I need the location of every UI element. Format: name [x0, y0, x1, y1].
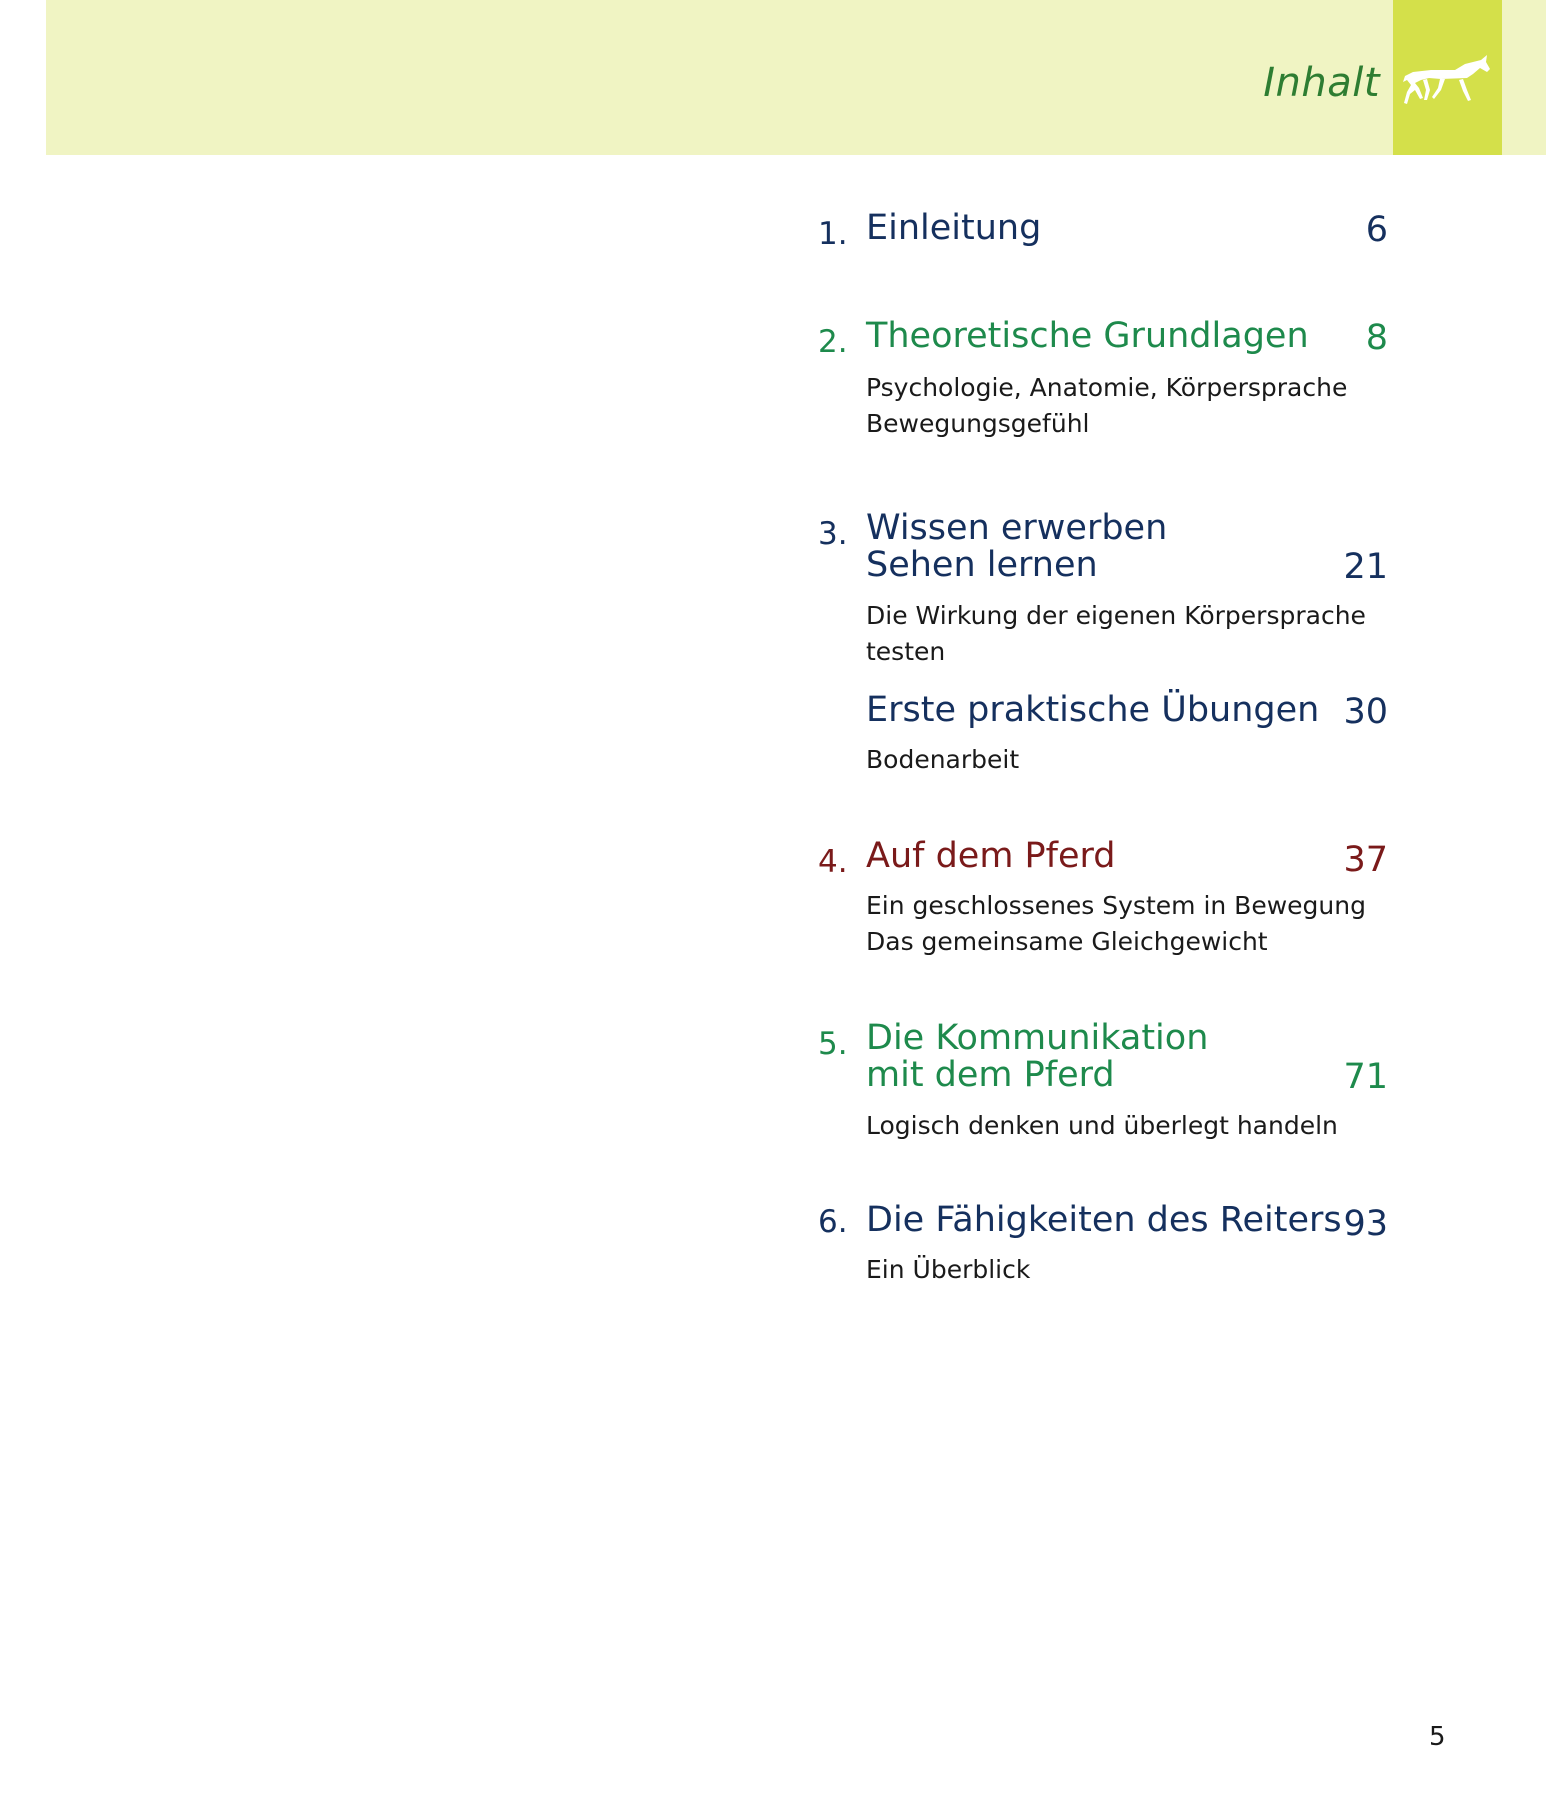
toc-number: 3. — [818, 516, 848, 552]
toc-page: 8 — [1365, 318, 1388, 358]
page-number: 5 — [1429, 1722, 1446, 1752]
toc-number: 6. — [818, 1204, 848, 1240]
horse-icon — [1401, 52, 1491, 108]
toc-subtitle: Die Wirkung der eigenen Körpersprache testen — [866, 601, 1366, 666]
toc-page: 93 — [1343, 1204, 1388, 1244]
page-title: Inhalt — [1263, 60, 1380, 106]
toc-number: 5. — [818, 1026, 848, 1062]
toc-page: 37 — [1343, 840, 1388, 880]
toc-number: 2. — [818, 324, 848, 360]
toc-subtitle: Psychologie, Anatomie, Körpersprache Bewegungsgefühl — [866, 373, 1348, 438]
toc-subtitle: Logisch denken und überlegt handeln — [866, 1111, 1338, 1140]
toc-number: 1. — [818, 216, 848, 252]
toc-subtitle: Bodenarbeit — [866, 745, 1020, 774]
toc-page: 30 — [1343, 692, 1388, 732]
toc-subtitle: Ein geschlossenes System in Bewegung Das gemeinsame Gleichgewicht — [866, 891, 1366, 956]
toc-title: Wissen erwerben Sehen lernen — [866, 508, 1168, 585]
toc-title: Einleitung — [866, 208, 1042, 248]
toc-page: 71 — [1343, 1057, 1388, 1097]
toc-title: Die Fähigkeiten des Reiters — [866, 1200, 1342, 1240]
toc-title: Erste praktische Übungen — [866, 690, 1320, 730]
toc-title: Auf dem Pferd — [866, 836, 1116, 876]
toc-page: 6 — [1365, 210, 1388, 250]
toc-title: Die Kommunikation mit dem Pferd — [866, 1018, 1209, 1095]
toc-subtitle: Ein Überblick — [866, 1255, 1031, 1284]
toc-title: Theoretische Grundlagen — [866, 316, 1309, 356]
toc-number: 4. — [818, 844, 848, 880]
toc-page: 21 — [1343, 547, 1388, 587]
